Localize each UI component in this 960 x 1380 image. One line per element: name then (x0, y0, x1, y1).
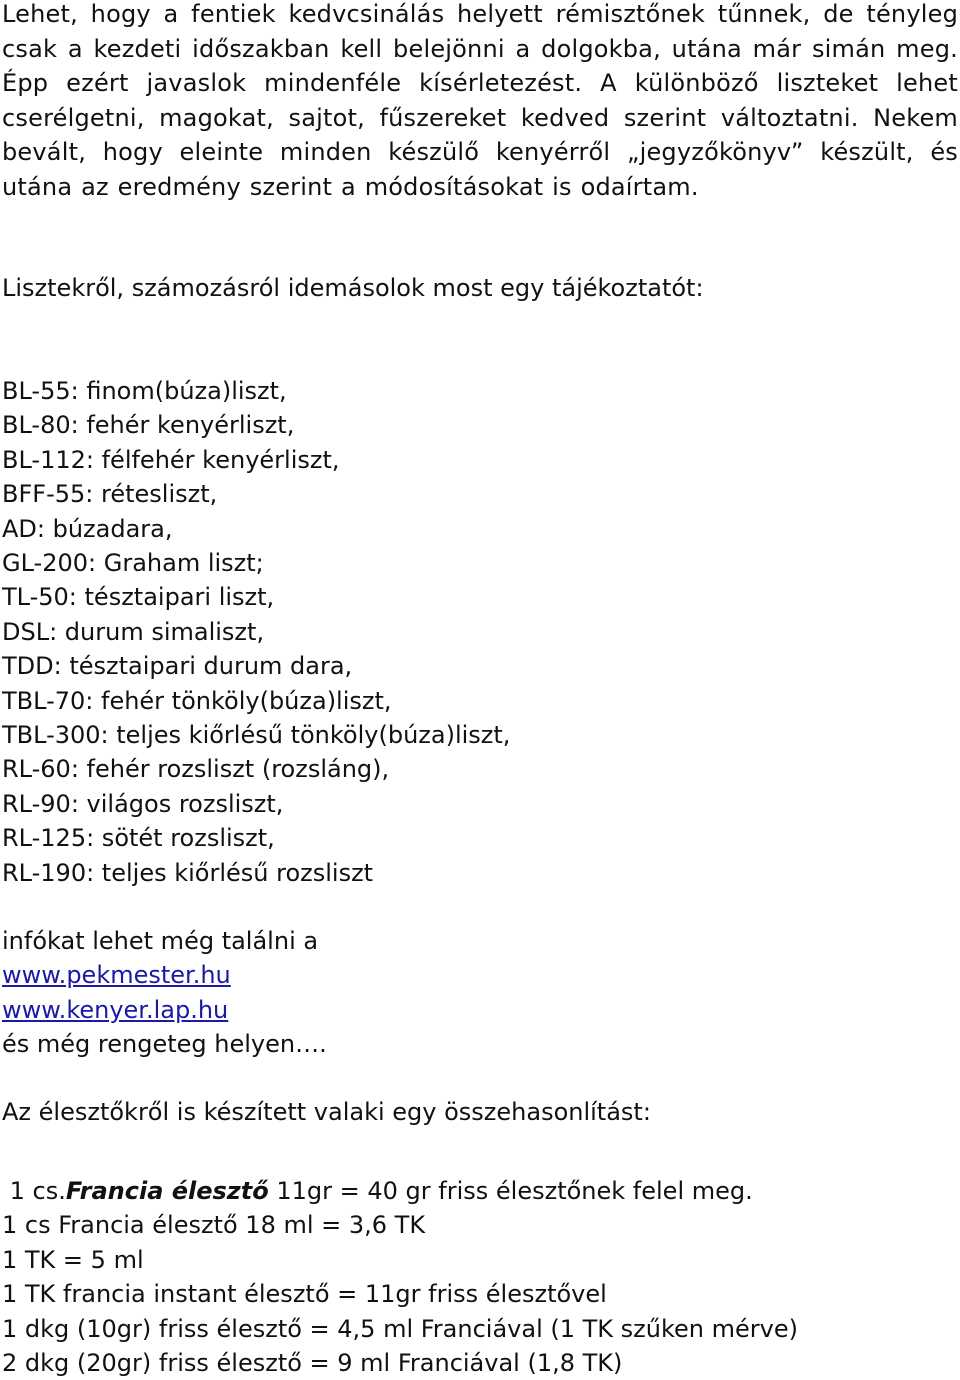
list-item: TBL-300: teljes kiőrlésű tönköly(búza)liszt, (2, 721, 511, 750)
yeast-section-title: Az élesztőkről is készített valaki egy összehasonlítást: (2, 1098, 651, 1126)
flour-list (2, 374, 510, 890)
list-item: TDD: tésztaipari durum dara, (2, 652, 353, 681)
yeast-brand-emphasis: Francia élesztő (65, 1177, 269, 1205)
yeast-line: 1 TK = 5 ml (2, 1245, 144, 1274)
flour-intro: Lisztekről, számozásról idemásolok most egy tájékoztatót: (2, 274, 704, 302)
yeast-line-prefix: 1 cs. (2, 1177, 66, 1205)
list-item: BL-55: finom(búza)liszt, (2, 377, 287, 405)
pekmester-link[interactable]: www.pekmester.hu (2, 961, 231, 990)
list-item: AD: búzadara, (2, 514, 173, 543)
list-item: DSL: durum simaliszt, (2, 617, 265, 646)
list-item: BL-80: fehér kenyérliszt, (2, 411, 295, 440)
info-lead-text: infókat lehet még találni a (2, 927, 319, 955)
list-item: TBL-70: fehér tönköly(búza)liszt, (2, 686, 392, 715)
intro-paragraph: Lehet, hogy a fentiek kedvcsinálás helyett rémisztőnek tűnnek, de tényleg csak a kezdeti időszakban kell belejönni a dolgokba, utána már simán meg. Épp ezért javaslok mindenféle kísérletezést. A különböző liszteket lehet cserélgetni, magokat, sajtot, fűszereket kedved szerint változtatni. Nekem bevált, hogy eleinte minden készülő kenyérről „jegyzőkönyv” készült, és utána az eredmény szerint a módosításokat is odaírtam. (2, 0, 958, 201)
list-item: GL-200: Graham liszt; (2, 549, 264, 578)
yeast-line: 1 cs Francia élesztő 18 ml = 3,6 TK (2, 1211, 426, 1240)
yeast-line: 2 dkg (20gr) friss élesztő = 9 ml Franciával (1,8 TK) (2, 1349, 623, 1378)
list-item: RL-60: fehér rozsliszt (rozsláng), (2, 755, 390, 784)
yeast-line: 1 dkg (10gr) friss élesztő = 4,5 ml Franciával (1 TK szűken mérve) (2, 1314, 798, 1343)
list-item: RL-90: világos rozsliszt, (2, 789, 284, 818)
yeast-line-suffix: 11gr = 40 gr friss élesztőnek felel meg. (268, 1177, 753, 1205)
info-tail-text: és még rengeteg helyen…. (2, 1030, 327, 1059)
yeast-comparison (2, 1174, 798, 1380)
info-links-block (2, 924, 327, 1062)
list-item: TL-50: tésztaipari liszt, (2, 583, 275, 612)
list-item: RL-190: teljes kiőrlésű rozsliszt (2, 858, 374, 887)
yeast-line: 1 TK francia instant élesztő = 11gr friss élesztővel (2, 1280, 607, 1309)
list-item: RL-125: sötét rozsliszt, (2, 824, 275, 853)
yeast-line-first (2, 1174, 798, 1208)
list-item: BFF-55: rétesliszt, (2, 480, 218, 509)
kenyer-lap-link[interactable]: www.kenyer.lap.hu (2, 995, 229, 1024)
list-item: BL-112: félfehér kenyérliszt, (2, 445, 340, 474)
